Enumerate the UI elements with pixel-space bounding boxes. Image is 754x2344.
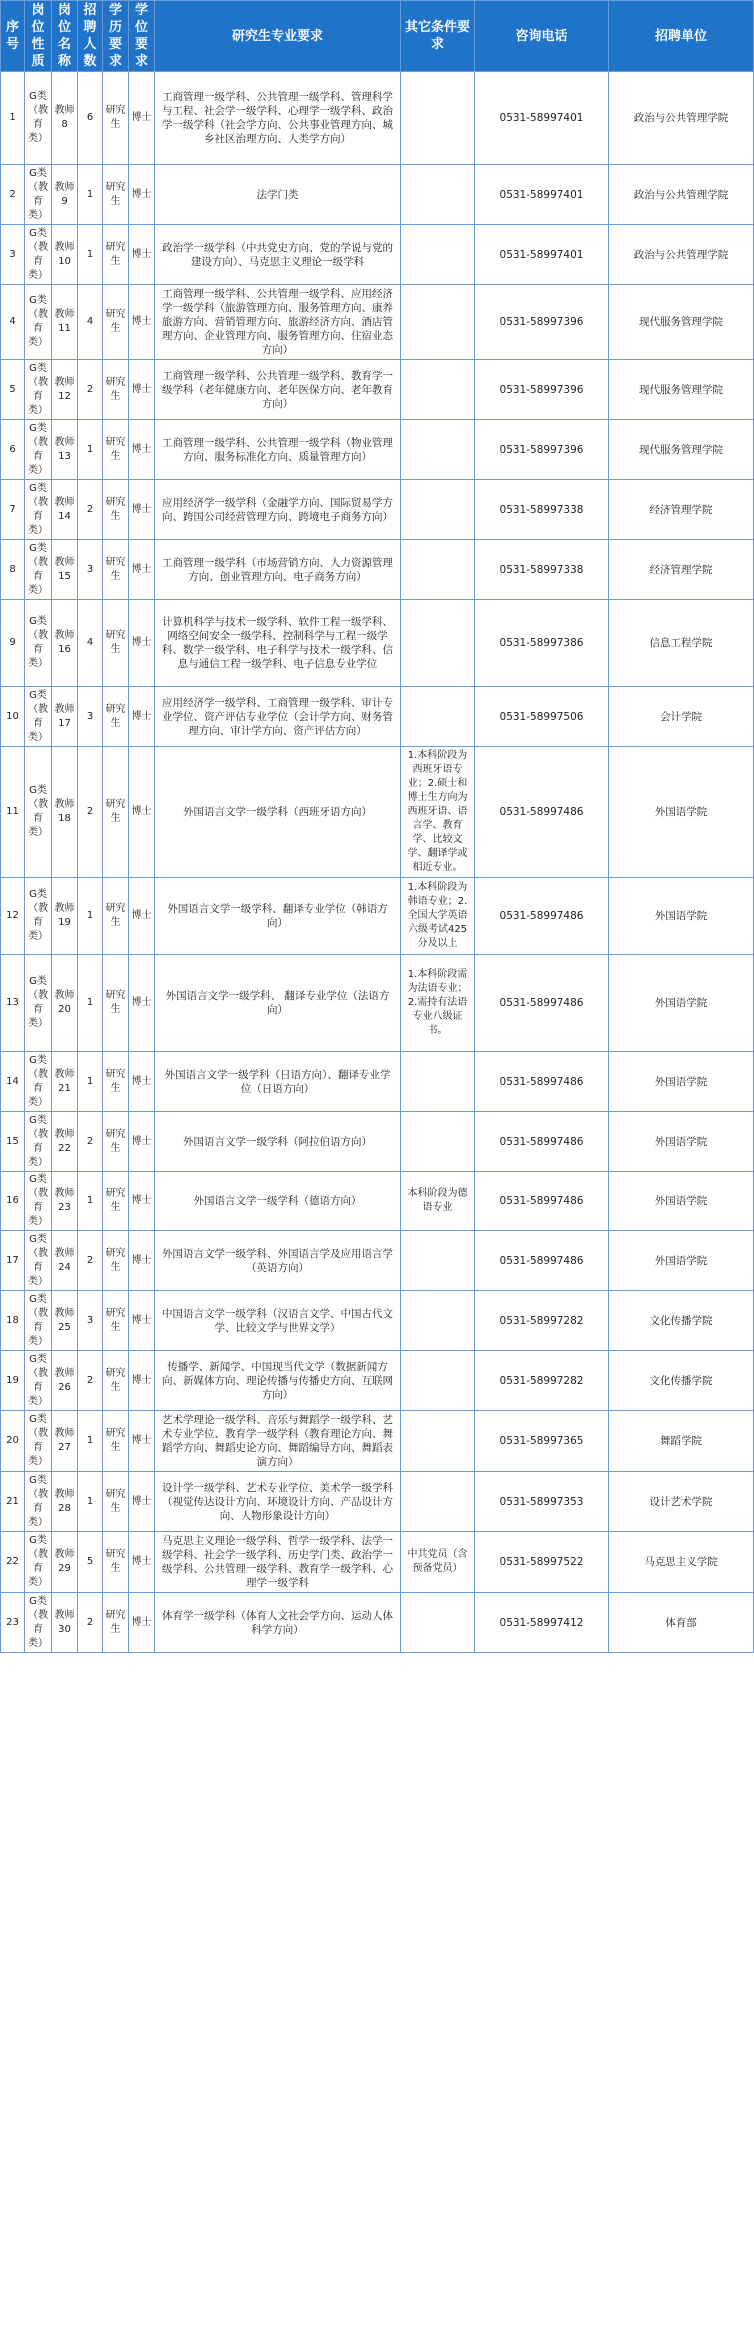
degree-requirement-cell: 博士 (129, 1472, 155, 1532)
degree-requirement-cell: 博士 (129, 1351, 155, 1411)
major-requirement-cell: 马克思主义理论一级学科、哲学一级学科、法学一级学科、社会学一级学科、历史学门类、政治学一级学科、公共管理一级学科、教育学一级学科、心理学一级学科 (155, 1532, 401, 1593)
hire-count-cell: 6 (78, 72, 103, 165)
degree-requirement-cell: 博士 (129, 955, 155, 1052)
other-requirement-cell (401, 1411, 475, 1472)
contact-phone-cell: 0531-58997396 (475, 285, 609, 360)
education-requirement-cell: 研究生 (103, 1593, 129, 1653)
hire-count-cell: 1 (78, 225, 103, 285)
hire-count-cell: 1 (78, 1472, 103, 1532)
hiring-unit-cell: 现代服务管理学院 (609, 285, 754, 360)
post-name-cell: 教师20 (52, 955, 78, 1052)
hiring-unit-cell: 现代服务管理学院 (609, 420, 754, 480)
other-requirement-cell (401, 540, 475, 600)
other-requirement-cell (401, 1472, 475, 1532)
major-requirement-cell: 外国语言文学一级学科、外国语言学及应用语言学（英语方向） (155, 1231, 401, 1291)
hire-count-cell: 3 (78, 540, 103, 600)
other-requirement-cell: 1.本科阶段为韩语专业；2.全国大学英语六级考试425分及以上 (401, 878, 475, 955)
degree-requirement-cell: 博士 (129, 480, 155, 540)
post-name-cell: 教师21 (52, 1052, 78, 1112)
contact-phone-cell: 0531-58997486 (475, 1172, 609, 1231)
hire-count-cell: 2 (78, 1231, 103, 1291)
table-row (1, 480, 754, 540)
post-name-cell: 教师12 (52, 360, 78, 420)
table-row (1, 225, 754, 285)
degree-requirement-cell: 博士 (129, 165, 155, 225)
table-row (1, 747, 754, 878)
row-number-cell: 3 (1, 225, 25, 285)
hiring-unit-cell: 马克思主义学院 (609, 1532, 754, 1593)
degree-requirement-cell: 博士 (129, 72, 155, 165)
row-number-cell: 9 (1, 600, 25, 687)
post-type-cell: G类（教育类） (25, 1112, 52, 1172)
post-type-cell: G类（教育类） (25, 1291, 52, 1351)
other-requirement-cell (401, 600, 475, 687)
hiring-unit-cell: 体育部 (609, 1593, 754, 1653)
post-name-cell: 教师29 (52, 1532, 78, 1593)
hire-count-cell: 1 (78, 165, 103, 225)
post-name-cell: 教师15 (52, 540, 78, 600)
hire-count-cell: 2 (78, 480, 103, 540)
major-requirement-cell: 传播学、新闻学、中国现当代文学（数据新闻方向、新媒体方向、理论传播与传播史方向、互联网方向） (155, 1351, 401, 1411)
education-requirement-cell: 研究生 (103, 955, 129, 1052)
post-name-cell: 教师10 (52, 225, 78, 285)
education-requirement-cell: 研究生 (103, 1472, 129, 1532)
hiring-unit-cell: 政治与公共管理学院 (609, 225, 754, 285)
degree-requirement-cell: 博士 (129, 285, 155, 360)
education-requirement-cell: 研究生 (103, 1231, 129, 1291)
post-type-cell: G类（教育类） (25, 1411, 52, 1472)
major-requirement-cell: 工商管理一级学科、公共管理一级学科、应用经济学一级学科（旅游管理方向、服务管理方向、康养旅游方向、营销管理方向、旅游经济方向、酒店管理方向、企业管理方向、服务管理方向、住宿业态方向） (155, 285, 401, 360)
hiring-unit-cell: 外国语学院 (609, 955, 754, 1052)
hire-count-cell: 1 (78, 1052, 103, 1112)
hiring-unit-cell: 外国语学院 (609, 878, 754, 955)
row-number-cell: 18 (1, 1291, 25, 1351)
post-type-cell: G类（教育类） (25, 225, 52, 285)
header-cell: 咨询电话 (475, 1, 609, 72)
education-requirement-cell: 研究生 (103, 600, 129, 687)
table-row (1, 540, 754, 600)
major-requirement-cell: 工商管理一级学科、公共管理一级学科（物业管理方向、服务标准化方向、质量管理方向） (155, 420, 401, 480)
table-row (1, 1231, 754, 1291)
post-name-cell: 教师25 (52, 1291, 78, 1351)
hiring-unit-cell: 舞蹈学院 (609, 1411, 754, 1472)
row-number-cell: 23 (1, 1593, 25, 1653)
contact-phone-cell: 0531-58997282 (475, 1291, 609, 1351)
hiring-unit-cell: 文化传播学院 (609, 1291, 754, 1351)
post-type-cell: G类（教育类） (25, 600, 52, 687)
table-row (1, 165, 754, 225)
education-requirement-cell: 研究生 (103, 747, 129, 878)
degree-requirement-cell: 博士 (129, 1411, 155, 1472)
hiring-unit-cell: 会计学院 (609, 687, 754, 747)
row-number-cell: 19 (1, 1351, 25, 1411)
education-requirement-cell: 研究生 (103, 1172, 129, 1231)
contact-phone-cell: 0531-58997412 (475, 1593, 609, 1653)
post-name-cell: 教师23 (52, 1172, 78, 1231)
hire-count-cell: 2 (78, 1593, 103, 1653)
row-number-cell: 12 (1, 878, 25, 955)
table-row (1, 1291, 754, 1351)
education-requirement-cell: 研究生 (103, 165, 129, 225)
header-row (1, 1, 754, 72)
hire-count-cell: 3 (78, 1291, 103, 1351)
major-requirement-cell: 工商管理一级学科、公共管理一级学科、教育学一级学科（老年健康方向、老年医保方向、老年教育方向） (155, 360, 401, 420)
other-requirement-cell: 1.本科阶段需为法语专业；2.需持有法语专业八级证书。 (401, 955, 475, 1052)
other-requirement-cell: 中共党员（含预备党员） (401, 1532, 475, 1593)
other-requirement-cell (401, 420, 475, 480)
table-row (1, 1351, 754, 1411)
contact-phone-cell: 0531-58997365 (475, 1411, 609, 1472)
hiring-unit-cell: 外国语学院 (609, 1112, 754, 1172)
degree-requirement-cell: 博士 (129, 747, 155, 878)
major-requirement-cell: 计算机科学与技术一级学科、软件工程一级学科、网络空间安全一级学科、控制科学与工程一级学科、数学一级学科、电子科学与技术一级学科、信息与通信工程一级学科、电子信息专业学位 (155, 600, 401, 687)
degree-requirement-cell: 博士 (129, 360, 155, 420)
post-type-cell: G类（教育类） (25, 747, 52, 878)
row-number-cell: 1 (1, 72, 25, 165)
other-requirement-cell (401, 1231, 475, 1291)
header-cell: 学历要求 (103, 1, 129, 72)
major-requirement-cell: 外国语言文学一级学科、 翻译专业学位（法语方向） (155, 955, 401, 1052)
degree-requirement-cell: 博士 (129, 1532, 155, 1593)
hire-count-cell: 1 (78, 955, 103, 1052)
hiring-unit-cell: 设计艺术学院 (609, 1472, 754, 1532)
table-body (1, 72, 754, 1653)
other-requirement-cell (401, 72, 475, 165)
header-cell: 学位要求 (129, 1, 155, 72)
hire-count-cell: 2 (78, 360, 103, 420)
row-number-cell: 16 (1, 1172, 25, 1231)
post-name-cell: 教师17 (52, 687, 78, 747)
hiring-unit-cell: 文化传播学院 (609, 1351, 754, 1411)
contact-phone-cell: 0531-58997506 (475, 687, 609, 747)
row-number-cell: 6 (1, 420, 25, 480)
degree-requirement-cell: 博士 (129, 600, 155, 687)
table-row (1, 955, 754, 1052)
post-name-cell: 教师24 (52, 1231, 78, 1291)
contact-phone-cell: 0531-58997338 (475, 480, 609, 540)
table-row (1, 1052, 754, 1112)
row-number-cell: 15 (1, 1112, 25, 1172)
post-name-cell: 教师22 (52, 1112, 78, 1172)
other-requirement-cell (401, 1112, 475, 1172)
education-requirement-cell: 研究生 (103, 480, 129, 540)
major-requirement-cell: 艺术学理论一级学科、音乐与舞蹈学一级学科、艺术专业学位、教育学一级学科（教育理论方向、舞蹈学方向、舞蹈史论方向、舞蹈编导方向、舞蹈表演方向） (155, 1411, 401, 1472)
education-requirement-cell: 研究生 (103, 1291, 129, 1351)
table-row (1, 420, 754, 480)
post-type-cell: G类（教育类） (25, 955, 52, 1052)
education-requirement-cell: 研究生 (103, 285, 129, 360)
major-requirement-cell: 政治学一级学科（中共党史方向、党的学说与党的建设方向）、马克思主义理论一级学科 (155, 225, 401, 285)
education-requirement-cell: 研究生 (103, 687, 129, 747)
post-name-cell: 教师14 (52, 480, 78, 540)
table-row (1, 72, 754, 165)
post-type-cell: G类（教育类） (25, 72, 52, 165)
hire-count-cell: 2 (78, 747, 103, 878)
post-type-cell: G类（教育类） (25, 687, 52, 747)
row-number-cell: 10 (1, 687, 25, 747)
education-requirement-cell: 研究生 (103, 1411, 129, 1472)
contact-phone-cell: 0531-58997486 (475, 1112, 609, 1172)
table-row (1, 1172, 754, 1231)
major-requirement-cell: 外国语言文学一级学科（日语方向）、翻译专业学位（日语方向） (155, 1052, 401, 1112)
contact-phone-cell: 0531-58997486 (475, 878, 609, 955)
education-requirement-cell: 研究生 (103, 1112, 129, 1172)
contact-phone-cell: 0531-58997401 (475, 225, 609, 285)
other-requirement-cell (401, 225, 475, 285)
row-number-cell: 22 (1, 1532, 25, 1593)
table-row (1, 878, 754, 955)
contact-phone-cell: 0531-58997353 (475, 1472, 609, 1532)
header-cell: 岗位性质 (25, 1, 52, 72)
post-name-cell: 教师8 (52, 72, 78, 165)
hiring-unit-cell: 政治与公共管理学院 (609, 165, 754, 225)
contact-phone-cell: 0531-58997401 (475, 72, 609, 165)
education-requirement-cell: 研究生 (103, 1532, 129, 1593)
post-type-cell: G类（教育类） (25, 1172, 52, 1231)
other-requirement-cell (401, 687, 475, 747)
contact-phone-cell: 0531-58997338 (475, 540, 609, 600)
other-requirement-cell (401, 1593, 475, 1653)
row-number-cell: 21 (1, 1472, 25, 1532)
education-requirement-cell: 研究生 (103, 878, 129, 955)
post-type-cell: G类（教育类） (25, 165, 52, 225)
header-cell: 岗位名称 (52, 1, 78, 72)
major-requirement-cell: 外国语言文学一级学科（西班牙语方向） (155, 747, 401, 878)
hire-count-cell: 2 (78, 1112, 103, 1172)
education-requirement-cell: 研究生 (103, 360, 129, 420)
major-requirement-cell: 工商管理一级学科、公共管理一级学科、管理科学与工程、社会学一级学科、心理学一级学科、政治学一级学科（社会学方向、公共事业管理方向、城乡社区治理方向、人类学方向） (155, 72, 401, 165)
post-type-cell: G类（教育类） (25, 1532, 52, 1593)
post-name-cell: 教师18 (52, 747, 78, 878)
post-type-cell: G类（教育类） (25, 1052, 52, 1112)
education-requirement-cell: 研究生 (103, 72, 129, 165)
hire-count-cell: 5 (78, 1532, 103, 1593)
header-cell: 其它条件要求 (401, 1, 475, 72)
contact-phone-cell: 0531-58997522 (475, 1532, 609, 1593)
post-type-cell: G类（教育类） (25, 878, 52, 955)
row-number-cell: 4 (1, 285, 25, 360)
row-number-cell: 17 (1, 1231, 25, 1291)
post-type-cell: G类（教育类） (25, 1593, 52, 1653)
header-cell: 招聘人数 (78, 1, 103, 72)
other-requirement-cell (401, 1291, 475, 1351)
contact-phone-cell: 0531-58997401 (475, 165, 609, 225)
row-number-cell: 20 (1, 1411, 25, 1472)
post-name-cell: 教师27 (52, 1411, 78, 1472)
other-requirement-cell: 本科阶段为德语专业 (401, 1172, 475, 1231)
other-requirement-cell (401, 1351, 475, 1411)
post-name-cell: 教师11 (52, 285, 78, 360)
degree-requirement-cell: 博士 (129, 540, 155, 600)
post-type-cell: G类（教育类） (25, 1472, 52, 1532)
table-row (1, 600, 754, 687)
hiring-unit-cell: 外国语学院 (609, 1172, 754, 1231)
row-number-cell: 11 (1, 747, 25, 878)
hire-count-cell: 1 (78, 878, 103, 955)
contact-phone-cell: 0531-58997396 (475, 360, 609, 420)
major-requirement-cell: 外国语言文学一级学科（阿拉伯语方向） (155, 1112, 401, 1172)
table-row (1, 285, 754, 360)
major-requirement-cell: 应用经济学一级学科、工商管理一级学科、审计专业学位、资产评估专业学位（会计学方向、财务管理方向、审计学方向、资产评估方向） (155, 687, 401, 747)
degree-requirement-cell: 博士 (129, 1291, 155, 1351)
post-type-cell: G类（教育类） (25, 480, 52, 540)
other-requirement-cell: 1.本科阶段为西班牙语专业；2.硕士和博士生方向为西班牙语、语言学、教育学、比较文学、翻译学或相近专业。 (401, 747, 475, 878)
hiring-unit-cell: 外国语学院 (609, 747, 754, 878)
major-requirement-cell: 法学门类 (155, 165, 401, 225)
hiring-unit-cell: 经济管理学院 (609, 480, 754, 540)
contact-phone-cell: 0531-58997486 (475, 955, 609, 1052)
post-type-cell: G类（教育类） (25, 285, 52, 360)
other-requirement-cell (401, 165, 475, 225)
header-cell: 招聘单位 (609, 1, 754, 72)
contact-phone-cell: 0531-58997486 (475, 1231, 609, 1291)
other-requirement-cell (401, 360, 475, 420)
hire-count-cell: 2 (78, 1351, 103, 1411)
degree-requirement-cell: 博士 (129, 420, 155, 480)
hiring-unit-cell: 外国语学院 (609, 1052, 754, 1112)
post-type-cell: G类（教育类） (25, 1351, 52, 1411)
hire-count-cell: 4 (78, 600, 103, 687)
hire-count-cell: 3 (78, 687, 103, 747)
row-number-cell: 13 (1, 955, 25, 1052)
contact-phone-cell: 0531-58997486 (475, 1052, 609, 1112)
major-requirement-cell: 中国语言文学一级学科（汉语言文学、中国古代文学、比较文学与世界文学） (155, 1291, 401, 1351)
contact-phone-cell: 0531-58997396 (475, 420, 609, 480)
degree-requirement-cell: 博士 (129, 1231, 155, 1291)
row-number-cell: 2 (1, 165, 25, 225)
row-number-cell: 14 (1, 1052, 25, 1112)
post-name-cell: 教师26 (52, 1351, 78, 1411)
post-type-cell: G类（教育类） (25, 420, 52, 480)
other-requirement-cell (401, 1052, 475, 1112)
hiring-unit-cell: 外国语学院 (609, 1231, 754, 1291)
table-row (1, 1112, 754, 1172)
degree-requirement-cell: 博士 (129, 225, 155, 285)
contact-phone-cell: 0531-58997386 (475, 600, 609, 687)
post-name-cell: 教师9 (52, 165, 78, 225)
header-cell: 序号 (1, 1, 25, 72)
table-row (1, 1411, 754, 1472)
post-name-cell: 教师28 (52, 1472, 78, 1532)
hiring-unit-cell: 经济管理学院 (609, 540, 754, 600)
education-requirement-cell: 研究生 (103, 540, 129, 600)
table-row (1, 1532, 754, 1593)
other-requirement-cell (401, 285, 475, 360)
hiring-unit-cell: 信息工程学院 (609, 600, 754, 687)
education-requirement-cell: 研究生 (103, 1052, 129, 1112)
table-row (1, 687, 754, 747)
hiring-unit-cell: 政治与公共管理学院 (609, 72, 754, 165)
major-requirement-cell: 应用经济学一级学科（金融学方向、国际贸易学方向、跨国公司经营管理方向、跨境电子商务方向） (155, 480, 401, 540)
degree-requirement-cell: 博士 (129, 1593, 155, 1653)
post-name-cell: 教师16 (52, 600, 78, 687)
hiring-unit-cell: 现代服务管理学院 (609, 360, 754, 420)
education-requirement-cell: 研究生 (103, 420, 129, 480)
row-number-cell: 5 (1, 360, 25, 420)
post-name-cell: 教师19 (52, 878, 78, 955)
row-number-cell: 7 (1, 480, 25, 540)
post-name-cell: 教师30 (52, 1593, 78, 1653)
degree-requirement-cell: 博士 (129, 687, 155, 747)
major-requirement-cell: 体育学一级学科（体育人文社会学方向、运动人体科学方向） (155, 1593, 401, 1653)
post-type-cell: G类（教育类） (25, 360, 52, 420)
major-requirement-cell: 外国语言文学一级学科、翻译专业学位（韩语方向） (155, 878, 401, 955)
table-row (1, 1472, 754, 1532)
degree-requirement-cell: 博士 (129, 878, 155, 955)
post-name-cell: 教师13 (52, 420, 78, 480)
contact-phone-cell: 0531-58997486 (475, 747, 609, 878)
degree-requirement-cell: 博士 (129, 1112, 155, 1172)
header-cell: 研究生专业要求 (155, 1, 401, 72)
table-row (1, 1593, 754, 1653)
row-number-cell: 8 (1, 540, 25, 600)
hire-count-cell: 1 (78, 420, 103, 480)
major-requirement-cell: 设计学一级学科、艺术专业学位、美术学一级学科（视觉传达设计方向、环境设计方向、产品设计方向、人物形象设计方向） (155, 1472, 401, 1532)
hire-count-cell: 4 (78, 285, 103, 360)
major-requirement-cell: 工商管理一级学科（市场营销方向、人力资源管理方向、创业管理方向、电子商务方向） (155, 540, 401, 600)
degree-requirement-cell: 博士 (129, 1172, 155, 1231)
hire-count-cell: 1 (78, 1411, 103, 1472)
education-requirement-cell: 研究生 (103, 1351, 129, 1411)
table-row (1, 360, 754, 420)
other-requirement-cell (401, 480, 475, 540)
education-requirement-cell: 研究生 (103, 225, 129, 285)
degree-requirement-cell: 博士 (129, 1052, 155, 1112)
hire-count-cell: 1 (78, 1172, 103, 1231)
major-requirement-cell: 外国语言文学一级学科（德语方向） (155, 1172, 401, 1231)
post-type-cell: G类（教育类） (25, 1231, 52, 1291)
contact-phone-cell: 0531-58997282 (475, 1351, 609, 1411)
post-type-cell: G类（教育类） (25, 540, 52, 600)
